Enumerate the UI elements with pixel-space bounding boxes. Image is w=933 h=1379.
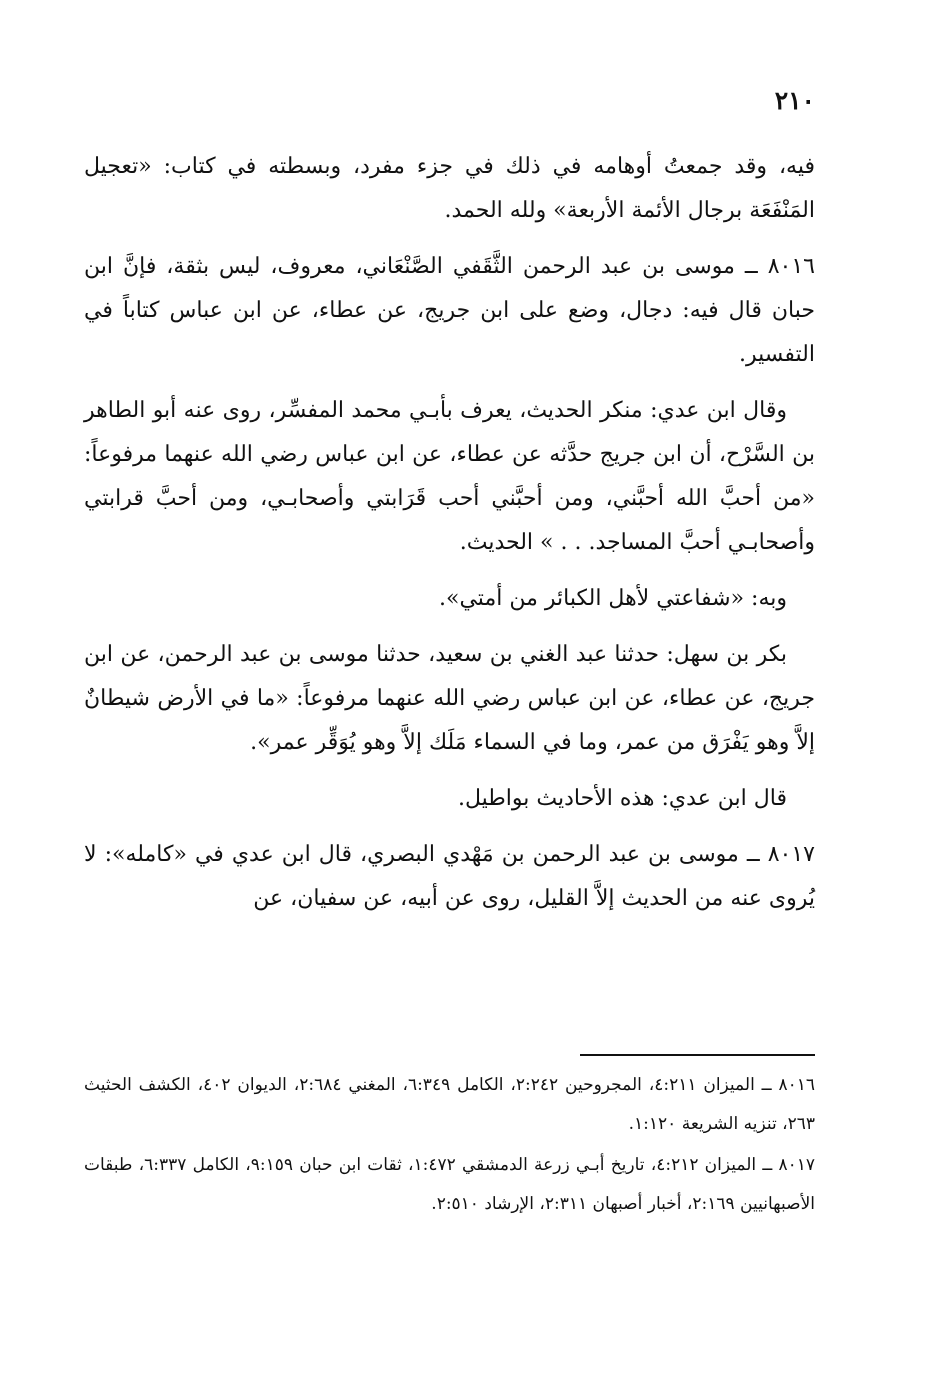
page-number: ٢١٠: [774, 86, 815, 115]
main-text: [84, 145, 815, 921]
entry-8016: ٨٠١٦ ــ موسى بن عبد الرحمن الثَّقَفي الصَّنْعَاني، معروف، ليس بثقة، فإنَّ ابن حبان قال فيه: دجال، وضع على ابن جريج، عن عطاء، عن ابن عباس كتاباً في التفسير.: [84, 254, 815, 367]
footnote-8016: ٨٠١٦ ــ الميزان ٤:٢١١، المجروحين ٢:٢٤٢، الكامل ٦:٣٤٩، المغني ٢:٦٨٤، الديوان ٤٠٢، الكشف الحثيث ٢٦٣، تنزيه الشريعة ١:١٢٠.: [84, 1075, 815, 1134]
paragraph-ibn-adi: وقال ابن عدي: منكر الحديث، يعرف بأبـي محمد المفسِّر، روى عنه أبو الطاهر بن السَّرْح، أن ابن جريج حدَّثه عن عطاء، عن ابن عباس رضي الله عنهما مرفوعاً: «من أحبَّ الله أحبَّني، ومن أحبَّني أحب قَرَابتي وأصحابـي، ومن أحبَّ قرابتي وأصحابـي أحبَّ المساجد. . . » الحديث.: [84, 398, 815, 555]
paragraph-ibn-adi-verdict: قال ابن عدي: هذه الأحاديث بواطيل.: [457, 786, 787, 811]
footnote-divider: [580, 1054, 815, 1056]
footnote-8017: ٨٠١٧ ــ الميزان ٤:٢١٢، تاريخ أبـي زرعة الدمشقي ١:٤٧٢، ثقات ابن حبان ٩:١٥٩، الكامل ٦:٣٣٧، طبقات الأصبهانيين ٢:١٦٩، أخبار أصبهان ٢:٣١١، الإرشاد ٢:٥١٠.: [84, 1155, 816, 1214]
entry-8017: ٨٠١٧ ــ موسى بن عبد الرحمن بن مَهْدي البصري، قال ابن عدي في «كامله»: لا يُروى عنه من الحديث إلاَّ القليل، روى عن أبيه، عن سفيان، عن: [84, 842, 815, 911]
paragraph-bakr-bin-sahl: بكر بن سهل: حدثنا عبد الغني بن سعيد، حدثنا موسى بن عبد الرحمن، عن ابن جريج، عن عطاء، عن ابن عباس رضي الله عنهما مرفوعاً: «ما في الأرض شيطانٌ إلاَّ وهو يَفْرَق من عمر، وما في السماء مَلَك إلاَّ وهو يُوَقِّر عمر».: [84, 642, 815, 755]
paragraph-continuation: فيه، وقد جمعتُ أوهامه في ذلك في جزء مفرد، وبسطته في كتاب: «تعجيل المَنْفَعَة برجال الأئمة الأربعة» ولله الحمد.: [84, 154, 815, 223]
footnotes: [84, 1066, 815, 1224]
paragraph-shafaa: وبه: «شفاعتي لأهل الكبائر من أمتي».: [439, 586, 787, 611]
